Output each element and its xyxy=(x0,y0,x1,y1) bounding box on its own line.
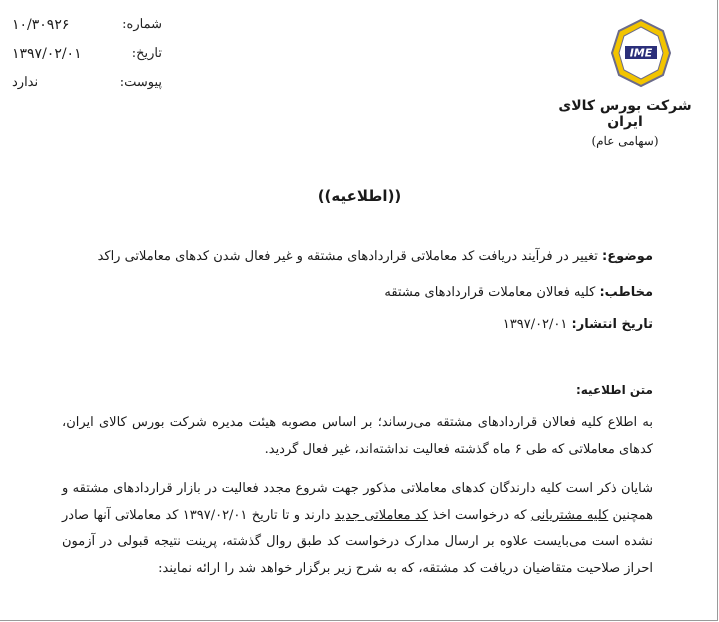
body-heading: متن اطلاعیه: xyxy=(575,383,653,397)
letter-number-row xyxy=(12,10,162,39)
audience-text: کلیه فعالان معاملات قراردادهای مشتقه xyxy=(384,285,596,300)
logo-lettering: IME xyxy=(629,46,653,60)
subject-line xyxy=(62,249,653,264)
body-paragraph-2 xyxy=(62,476,653,582)
announcement-title: ((اطلاعیه)) xyxy=(317,187,402,205)
audience-line xyxy=(62,285,653,300)
audience-label: مخاطب: xyxy=(599,285,653,300)
letter-number-value: ۱۰/۳۰۹۲۶ xyxy=(12,16,70,33)
publish-date-value: ۱۳۹۷/۰۲/۰۱ xyxy=(502,317,568,332)
publish-date-label: تاریخ انتشار: xyxy=(571,317,653,332)
letter-attachment-value: ندارد xyxy=(12,75,39,90)
publish-date-line xyxy=(62,317,653,332)
p2-text-start: شایان ذکر است کلیه دارندگان کدهای معاملاتی مذکور جهت شروع مجدد فعالیت در بازار قراردادهای مشتقه و همچنین xyxy=(62,481,654,523)
letter-attachment-row xyxy=(12,68,162,97)
company-subtitle: (سهامی عام) xyxy=(591,134,659,148)
subject-text: تغییر در فرآیند دریافت کد معاملاتی قراردادهای مشتقه و غیر فعال شدن کدهای معاملاتی راکد xyxy=(97,249,598,264)
company-name: شرکت بورس کالای ایران xyxy=(558,98,692,130)
p2-underlined-new-code: کد معاملاتی جدید xyxy=(334,507,428,523)
letter-meta xyxy=(12,10,162,97)
company-logo xyxy=(592,18,690,88)
body-paragraph-1: به اطلاع کلیه فعالان قراردادهای مشتقه می‌رساند؛ بر اساس مصوبه هیئت مدیره شرکت بورس کالای ایران، کدهای معاملاتی که طی ۶ ماه گذشته فعالیت نداشته‌اند، غیر فعال گردید. xyxy=(62,415,653,457)
company-block xyxy=(545,98,705,148)
p2-text-end: دارند و تا تاریخ ۱۳۹۷/۰۲/۰۱ کد معاملاتی آنها صادر نشده است می‌بایست علاوه بر ارسال مدارک درخواست کد طبق روال گذشته، پرینت نتیجه قبولی در آزمون احراز صلاحیت متقاضیان دریافت کد مشتقه، که به شرح زیر برگزار خواهد شد را ارائه نمایند: xyxy=(62,507,653,576)
letter-date-row xyxy=(12,39,162,68)
letter-attachment-label: پیوست: xyxy=(119,75,162,90)
subject-label: موضوع: xyxy=(602,249,653,264)
letter-number-label: شماره: xyxy=(122,17,162,32)
p2-underlined-customers: کلیه مشتریانی xyxy=(530,507,609,523)
p2-text-middle: که درخواست اخذ xyxy=(432,507,527,523)
letter-date-value: ۱۳۹۷/۰۲/۰۱ xyxy=(12,45,82,62)
letter-date-label: تاریخ: xyxy=(131,46,162,61)
